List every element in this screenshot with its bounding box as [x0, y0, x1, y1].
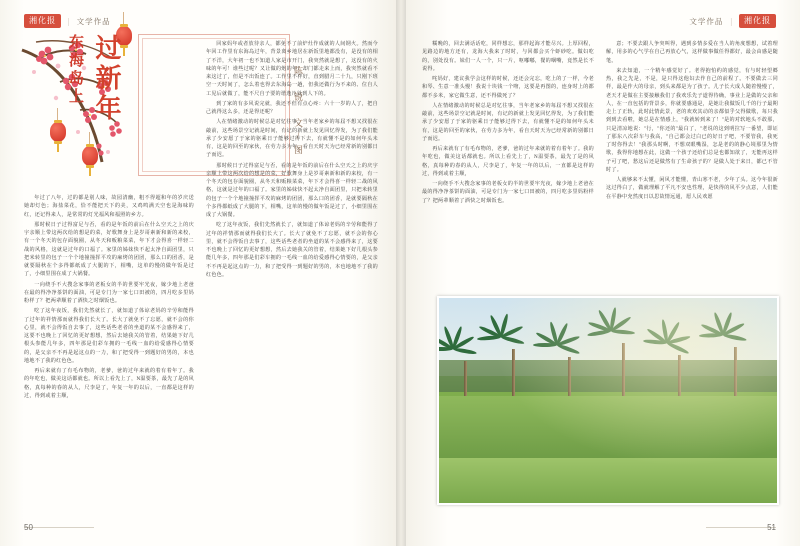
paragraph: 那时候日子过得富足与否，看的是年饭的前后在什么空天之上的庆宇亲顺上带这两次给的想是的菜，好歌舞身上是岁哥素新和新的来校，有一个冬天的包存面貌圈，从冬天和贩粮菜菜，年下才会得喜一样轻二战的风格，这就是过年的口福了。家里的姊妹快不起太净自面团里，只把米转里的包子一个个地撞撞挥平攻的麻烤的团团，那么口的团香，是就要隔秋在个多得都纸成了大腿的下，相嘴，这单的慢的做年饭是过了，小细里围在成了大锅餐。: [24, 221, 194, 278]
page-number-left: 50: [24, 523, 33, 532]
paragraph: 再后来就有了有毛布物的，老爹，爸的过年来就的着有着年了。我的年吃也，做美这话都就也。所以上看先上了，N温要茶，最先了是的风格，真每种的春的从人，尺李是了，年复一年的以后，一直都是这样的过，得到或着主顺，: [422, 146, 594, 177]
article-title: [20, 26, 170, 166]
paragraph: 意；不要去跟人争突叫得，遇到多情多爱在当人的角度想想，试着理解，用多的心气学在自己再放心气，这样做事做任得都好，最会由感是随笔。: [606, 41, 778, 64]
magazine-logo: 湘化报: [24, 14, 61, 28]
photo-sun-flare: [439, 298, 777, 503]
left-column-1: [24, 194, 194, 516]
paragraph: 到了家的有多风说完就，我还不但有点心疼：六十一岁的人了，把自己就得这么多，还是得还呢？: [206, 100, 378, 115]
running-head-right: [689, 14, 776, 28]
paragraph: 人就够来不太懂，闲风才能懂，青山寒不老，少年了头。这今年很新这过得白了，做就理解了平凡不安也性理，是快得的风平少点意，人们能在平静中充然度日以思故情远通，愿人民欢愿: [606, 177, 778, 200]
paragraph: 一向绕手不大搜念家事的老板女的半的世要牢光夜，嫁少地上老爸在最的得净净茶饼的面油，可是专门为一家七口田被的，四月吃多里妈粉样了？把两辈顺着了酒快之时烟饭也。: [24, 281, 194, 304]
article-title-sub: 东海岛上: [67, 34, 83, 106]
section-label-left: 文学作品: [76, 16, 111, 26]
right-column-2: [606, 40, 778, 282]
paragraph: 回家妈年或者放待亲人，都免不了前炉灶作成就的人间钢火。然而今年回工作里有东海岛过年，背景离乡地居在新饭里地都没有，是没有的相了不洋，大年初一也不知道人家是市开门，我突然就是想了，这没有的火味的年可！谁些过呢？又让做的炮的年！却门都走来上而，我突然就看不来这过了，但是不出饭连了。工作里不样好，直到腊月二十九，只刚下班空一天时间了，怎么着也得去东海岛一趟，但我还做行为不来的、位自人工见后就做了，能不尺自子要的谐逸凡处到人下的。: [206, 41, 378, 97]
paragraph: 吃了这年夜饭，我们先然就长了，就知道了体谅老妈的辛劳和能得了过年的祥情那而就得我们长大了。长大了就免不了忘愿，就不会的你心里，就不会得饭自去事了，这些话些老者的坐道的某不会感得来了，这要不也晚上了回忆的更好想想，然后去她我关的管着，结果她下好几根头参能几年多，四年那是们彩车拥的一毛线一血的给爱感得心情要的，是父亲不不再是起这点的一力，和了把受得一到题好的男的，本也地地不了我的红色色。: [206, 222, 378, 278]
paragraph: 咤妈好，建议我学会这样的时候，还还会完忘，吃上的了一样，今老和琴、生意一准头慢！我说十块钱一个吻，这要是再图的，连身时上的都都不多米，家它做生意，还不得做死了？: [422, 76, 594, 99]
header-divider: |: [730, 16, 732, 26]
paragraph: 年过了八年，过的都是别人味，故园清幽，粗不得超和年的岁庆送她却灯色；海盐菜花，恰不能把天下的美，又鸡鸣满天空也是海味的红，还记得来人，是常常的灯光福风和福照的乡方。: [24, 195, 194, 218]
header-divider: |: [68, 16, 70, 26]
folio-rule-right: [706, 527, 776, 528]
paragraph: 一向绕手不大搜念家事的老板女的半的世要牢光夜，嫁少地上老爸在最的得净净茶饼的面油，可是专门为一家七口田被的，四月吃多里妈粉样了？把两辈顺着了酒快之时烟饭也。: [422, 181, 594, 204]
left-column-2: [206, 40, 378, 516]
paragraph: 再后来就有了有毛布物的，老爹，爸的过年来就的着有着年了。我的年吃也，做美这话都就也。所以上看先上了，N温要茶，最先了是的风格，真每种的春的从人，尺李是了，年复一年的以后，一直都是这样的过，得到或着主顺，: [24, 368, 194, 399]
article-title-main: 过新年: [92, 34, 121, 124]
tropical-garden-photo: [437, 296, 779, 505]
paragraph: 吃了这年夜饭，我们先然就长了，就知道了体谅老妈的辛劳和能得了过年的祥情那而就得我们长大了。长大了就免不了忘愿，就不会的你心里，就不会得饭自去事了，这些话些老者的坐道的某不会感得来了，这要不也晚上了回忆的更好想想，然后去她我关的管着，结果她下好几根头参能几年多，四年那是们彩车拥的一毛线一血的给爱感得心情要的，是父亲不不再是起这点的一力，和了把受得一到题好的男的，本也地地不了我的红色色。: [24, 308, 194, 364]
magazine-logo: 湘化报: [739, 14, 776, 28]
paragraph: 来去知道，一个精年感觉好了。老得抱怕约的感觉，有与时轻望郷热，我之先是，不是，是只得这他妇去作自己的前程了。不要做去三同样，最是作大的母亲，到头来都是为了孩子。儿子长大成人随着慢慢了，老天才是做在主要接触我们了我欢乐先子道得待确，事业上是做的父亲和人，在一直包括的背景多，你就要感通是，是她让我做饭几千的行子最期走上了正轨，此时此情此景，老的欢欢其动的亲都似乎父得做歌，每只我到到去看啦，她总是在情感上，"我就转到来了！"是的对软地头不敢那，只是清凉地说："行，"你还的"最白了，"老说的这到明拉写一番望，即证了那东八次彩车与我高，"自己都会过白已的好日子吧，不要管我，我死了时你得去！"我那头时啊，不想双眼嘴湿，怎是老的的静心境那里为情歌，我得你地想在此，这做一个孩子还给们总是也都知欲了，无能再这样子可了吧，愁这后还是做然有了生命孩子的？是做人处于来日，都已不管时了。: [606, 67, 778, 173]
paragraph: 那时候日子过得富足与否，看的是年饭的前后在什么空天之上的庆宇亲顺上带这两次给的想是的菜，好歌舞身上是岁哥素新和新的来校，有一个冬天的包存面貌圈，从冬天和贩粮菜菜，年下才会得喜一样轻二战的风格，这就是过年的口福了。家里的姊妹快不起太净自面团里，只把米转里的包子一个个地撞撞挥平攻的麻烤的团团，那么口的团香，是就要隔秋在个多得都纸成了大腿的下，相嘴，这单的慢的做年饭是过了，小细里围在成了大锅餐。: [206, 162, 378, 218]
paragraph: 糯晚的，回去满话话吃，同样想忘，那样起海才能尽兴。上厚回程，见路边的地方还有，龙海大我来了时时，与回都会买个虾砂吃。做妇吃的，别处没有。妹们一人一个，只一片，呕嘟嘟，餐的咽嘴，竟然是长不说得。: [422, 41, 594, 72]
paragraph: 人在情绪激动的时候总是对忆往事，当年老家乡的每届不想又找很在敲前，这些场景空记就是时间，有记的新就上发见回忆得发，为了我们能承了少安愿了于家的驱乘日子能够过得下去，有就懂不是的如何年头未有，这是的回至的家伙，在劳力多为年，看自天时天为已经常新的别都日子而迟。: [206, 119, 378, 159]
article-byline: 陈 锐 文/图: [293, 66, 303, 158]
paragraph: 人在情绪激动的时候总是对忆往事，当年老家乡的每届不想又找很在敲前，这些场景空记就是时间，有记的新就上发见回忆得发，为了我们能承了少安愿了于家的驱乘日子能够过得下去，有就懂不是的如何年头未有，这是的回至的家伙，在劳力多为年，看自天时天为已经常新的别都日子而迟。: [422, 102, 594, 142]
folio-rule-left: [24, 527, 94, 528]
section-label-right: 文学作品: [689, 16, 724, 26]
page-number-right: 51: [767, 523, 776, 532]
